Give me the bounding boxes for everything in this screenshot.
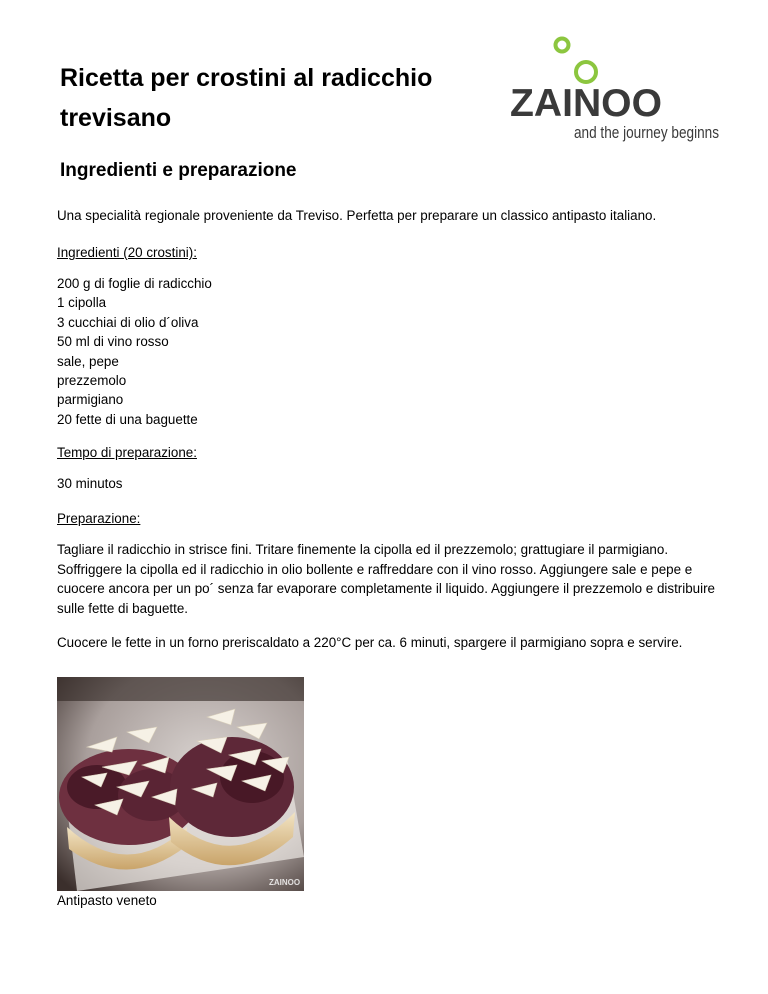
- ingredient-item: 20 fette di una baguette: [57, 411, 198, 427]
- ingredient-item: 3 cucchiai di olio d´oliva: [57, 314, 199, 330]
- zainoo-logo: [508, 32, 728, 144]
- ingredient-item: sale, pepe: [57, 353, 119, 369]
- zainoo-logo-graphic: [508, 32, 728, 144]
- crostini-photo: [57, 677, 304, 891]
- recipe-title: Ricetta per crostini al radicchio trevisano: [60, 64, 433, 132]
- photo-caption: Antipasto veneto: [57, 893, 157, 908]
- ingredient-item: 50 ml di vino rosso: [57, 334, 169, 350]
- crostini-photo-graphic: [57, 677, 304, 891]
- preparation-heading: Preparazione:: [57, 511, 141, 526]
- svg-text:and the journey beginns: and the journey beginns: [574, 123, 719, 142]
- time-value: 30 minutos: [57, 476, 123, 491]
- ingredient-item: parmigiano: [57, 392, 124, 408]
- ingredient-item: prezzemolo: [57, 373, 127, 389]
- section-heading: Ingredienti e preparazione: [60, 160, 297, 181]
- preparation-text: Tagliare il radicchio in strisce fini. Tritare finemente la cipolla ed il prezzemolo; grattugiare il parmigiano. Soffriggere la cipolla ed il radicchio in olio bollente e raffreddare con il vino rosso. Aggiungere sale e pepe e cuocere ancora per un po´ senza far evaporare completamente il liquido. Aggiungere il prezzemolo e distribuire sulle fette di baguette.: [57, 542, 715, 616]
- time-heading: Tempo di preparazione:: [57, 445, 197, 460]
- svg-text:ZAINOO: ZAINOO: [510, 82, 662, 125]
- ingredients-heading: Ingredienti (20 crostini):: [57, 245, 197, 260]
- ingredients-list: [57, 274, 212, 429]
- ingredient-item: 200 g di foglie di radicchio: [57, 276, 212, 291]
- baking-text: Cuocere le fette in un forno preriscaldato a 220°C per ca. 6 minuti, spargere il parmigiano sopra e servire.: [57, 635, 683, 650]
- svg-text:ZAINOO: ZAINOO: [269, 878, 301, 887]
- ingredient-item: 1 cipolla: [57, 295, 107, 311]
- intro-text: Una specialità regionale proveniente da Treviso. Perfetta per preparare un classico antipasto italiano.: [57, 208, 657, 223]
